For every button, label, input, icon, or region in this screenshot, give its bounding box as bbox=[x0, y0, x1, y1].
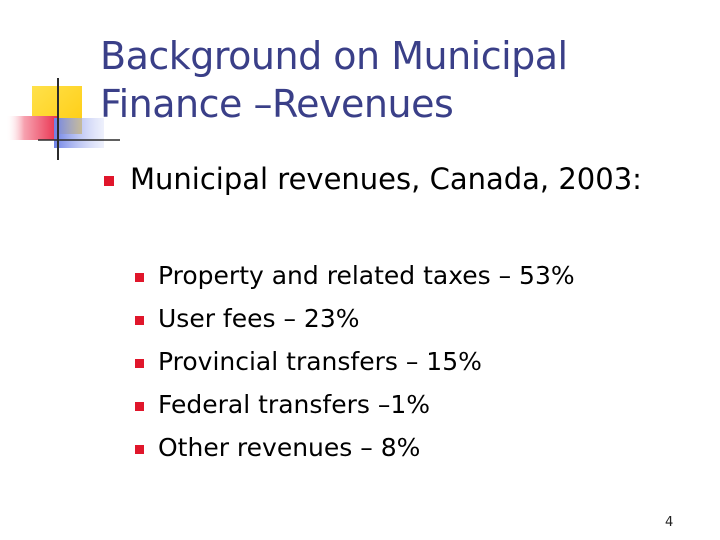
list-item bbox=[135, 340, 575, 383]
blue-square bbox=[54, 118, 104, 148]
main-bullet-text: Municipal revenues, Canada, 2003: bbox=[130, 162, 642, 196]
bullet-square-icon bbox=[135, 445, 144, 454]
sub-bullet-list bbox=[135, 254, 575, 469]
bullet-square-icon bbox=[135, 402, 144, 411]
title-line-2: Finance –Revenues bbox=[100, 82, 454, 126]
bullet-square-icon bbox=[135, 316, 144, 325]
page-number: 4 bbox=[665, 515, 674, 530]
red-bar bbox=[6, 116, 58, 140]
list-item-text: Other revenues – 8% bbox=[158, 433, 421, 462]
list-item-text: Property and related taxes – 53% bbox=[158, 261, 575, 290]
main-bullet bbox=[104, 162, 642, 196]
bullet-square-icon bbox=[104, 176, 114, 186]
list-item-text: User fees – 23% bbox=[158, 304, 360, 333]
list-item bbox=[135, 254, 575, 297]
title-line-1: Background on Municipal bbox=[100, 34, 568, 78]
list-item-text: Federal transfers –1% bbox=[158, 390, 430, 419]
list-item bbox=[135, 297, 575, 340]
list-item bbox=[135, 383, 575, 426]
bullet-square-icon bbox=[135, 273, 144, 282]
bullet-square-icon bbox=[135, 359, 144, 368]
list-item-text: Provincial transfers – 15% bbox=[158, 347, 482, 376]
slide-title bbox=[100, 32, 700, 128]
list-item bbox=[135, 426, 575, 469]
